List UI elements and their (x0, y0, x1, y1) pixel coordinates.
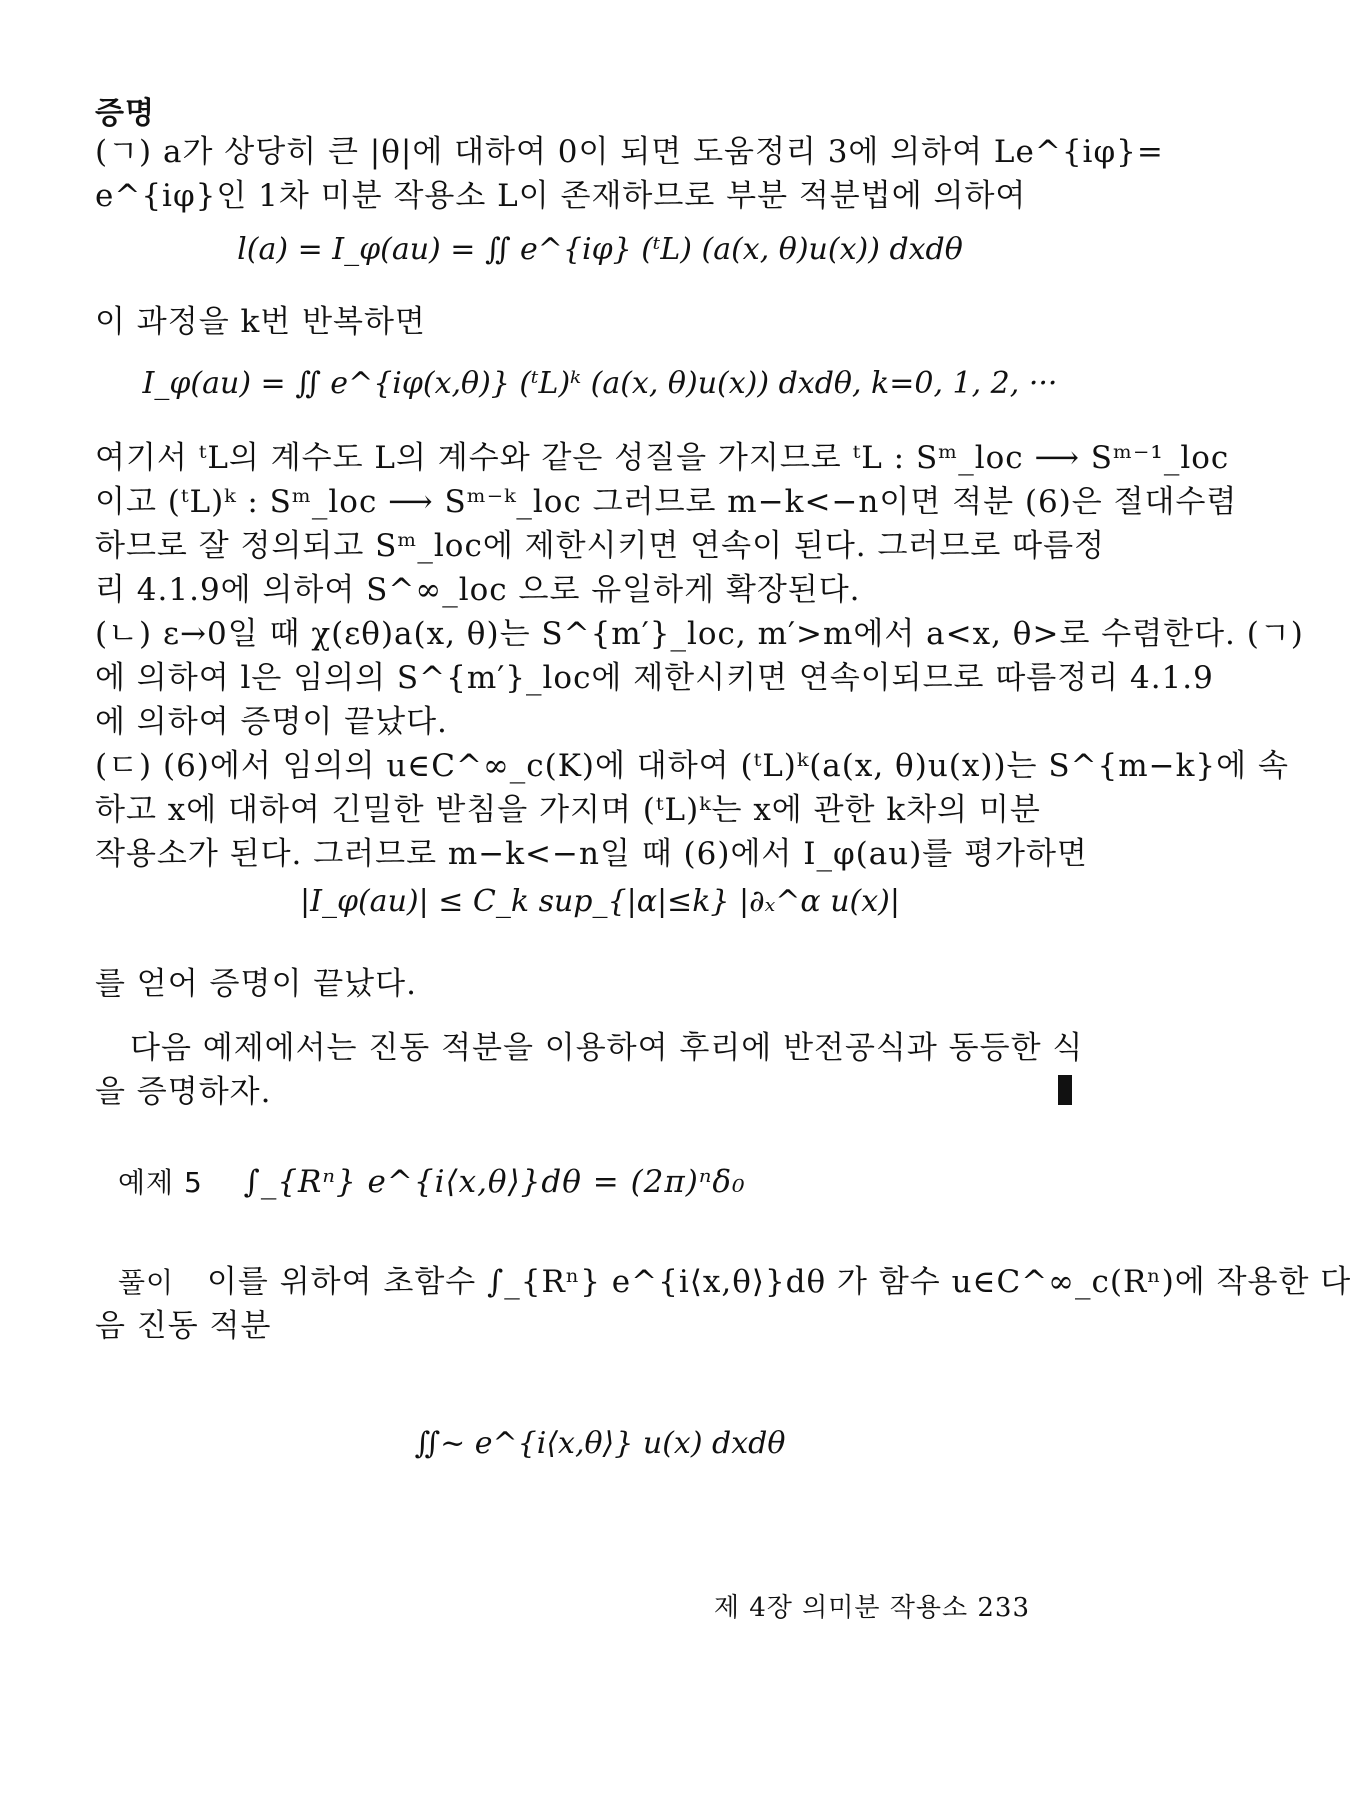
solution-text-1: 이를 위하여 초함수 ∫_{Rⁿ} e^{i⟨x,θ⟩}dθ 가 함수 u∈C^∞_c(Rⁿ)에 작용한 다 (206, 1264, 1351, 1300)
text-line-11: (ㄷ) (6)에서 임의의 u∈C^∞_c(K)에 대하여 (ᵗL)ᵏ(a(x, θ)u(x))는 S^{m−k}에 속 (95, 748, 1289, 784)
equation-2: I_φ(au) = ∬ e^{iφ(x,θ)} (ᵗL)ᵏ (a(x, θ)u(x)) dxdθ, k=0, 1, 2, ··· (142, 366, 1058, 401)
solution-label: 풀이 (118, 1266, 175, 1299)
text-line-7: 리 4.1.9에 의하여 S^∞_loc 으로 유일하게 확장된다. (95, 572, 861, 608)
text-line-14: 를 얻어 증명이 끝났다. (95, 966, 417, 1002)
text-line-8: (ㄴ) ε→0일 때 χ(εθ)a(x, θ)는 S^{m′}_loc, m′>m에서 a<x, θ>로 수렴한다. (ㄱ) (95, 616, 1304, 652)
text-line-1: (ㄱ) a가 상당히 큰 |θ|에 대하여 0이 되면 도움정리 3에 의하여 Le^{iφ}= (95, 134, 1164, 170)
text-line-16: 을 증명하자. (95, 1074, 272, 1110)
equation-5: ∬~ e^{i⟨x,θ⟩} u(x) dxdθ (414, 1426, 786, 1461)
solution-line-2: 음 진동 적분 (95, 1308, 272, 1344)
text-line-4: 여기서 ᵗL의 계수도 L의 계수와 같은 성질을 가지므로 ᵗL : Sᵐ_loc ⟶ Sᵐ⁻¹_loc (95, 440, 1230, 476)
text-line-10: 에 의하여 증명이 끝났다. (95, 704, 448, 740)
proof-heading: 증명 (95, 96, 155, 131)
text-line-6: 하므로 잘 정의되고 Sᵐ_loc에 제한시키면 연속이 된다. 그러므로 따름정 (95, 528, 1105, 564)
text-line-12: 하고 x에 대하여 긴밀한 받침을 가지며 (ᵗL)ᵏ는 x에 관한 k차의 미분 (95, 792, 1041, 828)
text-line-13: 작용소가 된다. 그러므로 m−k<−n일 때 (6)에서 I_φ(au)를 평가하면 (95, 836, 1088, 872)
equation-3: |I_φ(au)| ≤ C_k sup_{|α|≤k} |∂ₓ^α u(x)| (300, 884, 900, 919)
text-line-3: 이 과정을 k번 반복하면 (95, 304, 426, 340)
equation-1: l(a) = I_φ(au) = ∬ e^{iφ} (ᵗL) (a(x, θ)u(x)) dxdθ (237, 232, 963, 267)
page-footer: 제 4장 의미분 작용소 233 (713, 1593, 1030, 1623)
text-line-9: 에 의하여 l은 임의의 S^{m′}_loc에 제한시키면 연속이되므로 따름정리 4.1.9 (95, 660, 1214, 696)
solution-line-1 (118, 1260, 1351, 1305)
example-label: 예제 5 (118, 1166, 203, 1199)
text-line-5: 이고 (ᵗL)ᵏ : Sᵐ_loc ⟶ Sᵐ⁻ᵏ_loc 그러므로 m−k<−n이면 적분 (6)은 절대수렴 (95, 484, 1238, 520)
example-5 (118, 1160, 1103, 1205)
example-formula: ∫_{Rⁿ} e^{i⟨x,θ⟩}dθ = (2π)ⁿδ₀ (243, 1164, 746, 1200)
text-line-2: e^{iφ}인 1차 미분 작용소 L이 존재하므로 부분 적분법에 의하여 (95, 178, 1027, 214)
text-line-15: 다음 예제에서는 진동 적분을 이용하여 후리에 반전공식과 동등한 식 (130, 1030, 1084, 1066)
